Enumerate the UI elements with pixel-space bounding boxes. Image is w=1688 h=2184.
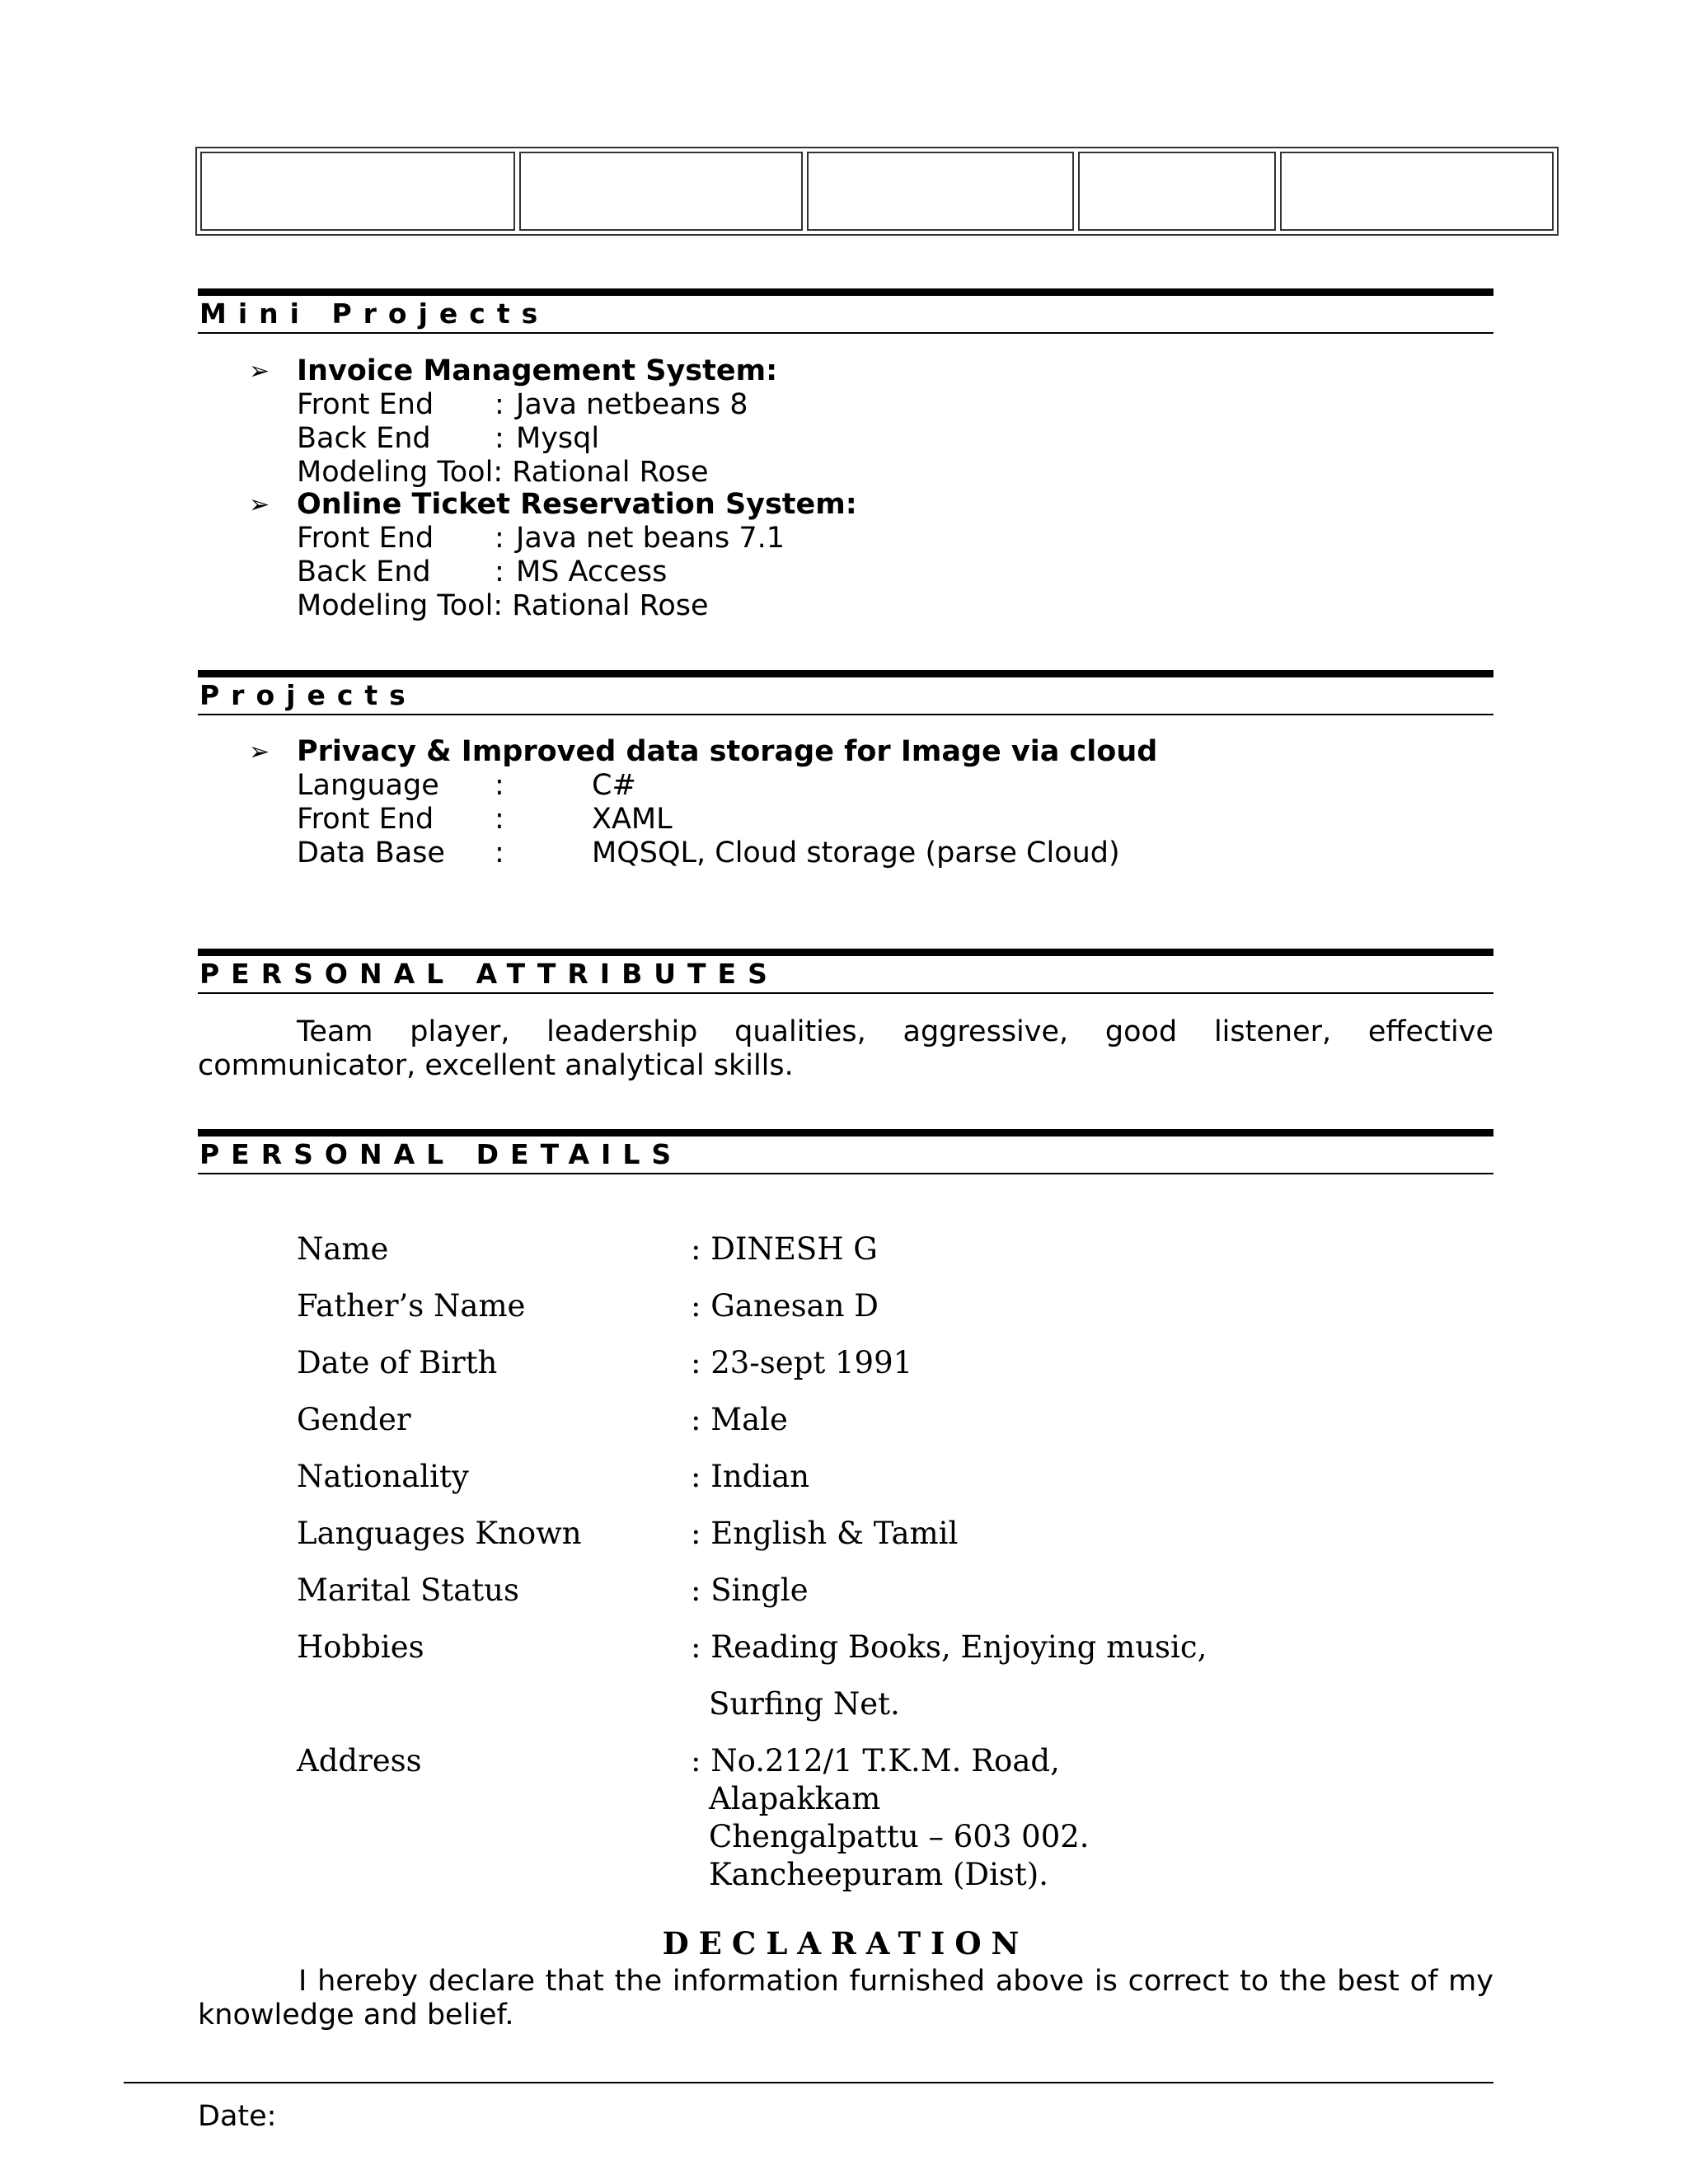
modeling-tool: Modeling Tool: Rational Rose [297,456,709,489]
detail-value: : Single [691,1572,809,1608]
bullet-arrow-icon: ➢ [249,357,270,386]
detail-value: : English & Tamil [691,1516,959,1551]
section-rule-thin [198,992,1493,994]
detail-label: Languages Known [297,1516,582,1551]
detail-label: Front End [297,803,434,836]
detail-sep: : [495,769,504,802]
detail-label: Name [297,1231,389,1267]
detail-value: MS Access [516,555,668,588]
detail-label: Front End [297,388,434,421]
section-rule-thin [198,714,1493,715]
detail-value: : Indian [691,1459,810,1494]
address-line: : No.212/1 T.K.M. Road, [691,1743,1060,1779]
detail-sep: : [495,555,504,588]
table-cell [519,152,803,231]
table-cell [200,152,515,231]
mini-project-title: Invoice Management System: [297,354,778,387]
detail-label: Front End [297,522,434,555]
detail-value: : DINESH G [691,1231,878,1267]
detail-value: C# [592,769,636,802]
detail-value: Java net beans 7.1 [516,522,785,555]
section-rule-thin [198,1173,1493,1174]
mini-project-title: Online Ticket Reservation System: [297,488,857,521]
detail-label: Back End [297,422,431,455]
detail-value: Java netbeans 8 [516,388,748,421]
section-heading-projects: Projects [199,679,417,711]
detail-value: Mysql [516,422,600,455]
section-heading-mini-projects: Mini Projects [199,298,550,330]
section-rule-thick [198,1129,1493,1137]
section-heading-personal-details: PERSONAL DETAILS [199,1138,683,1170]
detail-value: MQSQL, Cloud storage (parse Cloud) [592,837,1120,869]
bullet-arrow-icon: ➢ [249,738,270,766]
table-cell [1280,152,1554,231]
address-line: Chengalpattu – 603 002. [709,1819,1090,1854]
detail-label: Date of Birth [297,1345,498,1380]
empty-table [195,147,1559,236]
declaration-text: I hereby declare that the information furnished above is correct to the best of my knowledge and belief. [198,1965,1493,2032]
modeling-tool: Modeling Tool: Rational Rose [297,589,709,622]
detail-label: Back End [297,555,431,588]
detail-value: XAML [592,803,673,836]
declaration-heading: DECLARATION [662,1925,1029,1961]
detail-value: : 23-sept 1991 [691,1345,913,1380]
detail-value: : Ganesan D [691,1288,879,1324]
section-rule-thin [198,332,1493,334]
section-rule-thick [198,670,1493,677]
address-line: Kancheepuram (Dist). [709,1857,1048,1892]
detail-label: Gender [297,1402,411,1437]
address-label: Address [297,1743,422,1779]
table-cell [1078,152,1276,231]
detail-value: Surfing Net. [709,1686,900,1722]
detail-label: Language [297,769,439,802]
detail-sep: : [495,803,504,836]
detail-label: Nationality [297,1459,469,1494]
detail-sep: : [495,422,504,455]
footer-rule [124,2082,1493,2083]
detail-sep: : [495,388,504,421]
section-rule-thick [198,949,1493,956]
detail-sep: : [495,522,504,555]
detail-label: Marital Status [297,1572,519,1608]
project-title: Privacy & Improved data storage for Image via cloud [297,735,1158,768]
section-heading-personal-attributes: PERSONAL ATTRIBUTES [199,958,779,990]
table-cell [807,152,1074,231]
date-label: Date: [198,2100,277,2133]
detail-value: : Reading Books, Enjoying music, [691,1629,1207,1665]
bullet-arrow-icon: ➢ [249,490,270,519]
detail-label: Data Base [297,837,445,869]
detail-sep: : [495,837,504,869]
address-line: Alapakkam [709,1781,881,1816]
section-rule-thick [198,288,1493,296]
attributes-text: Team player, leadership qualities, aggressive, good listener, effective communicator, excellent analytical skills. [198,1015,1493,1082]
detail-label: Hobbies [297,1629,424,1665]
detail-label: Father’s Name [297,1288,526,1324]
detail-value: : Male [691,1402,788,1437]
